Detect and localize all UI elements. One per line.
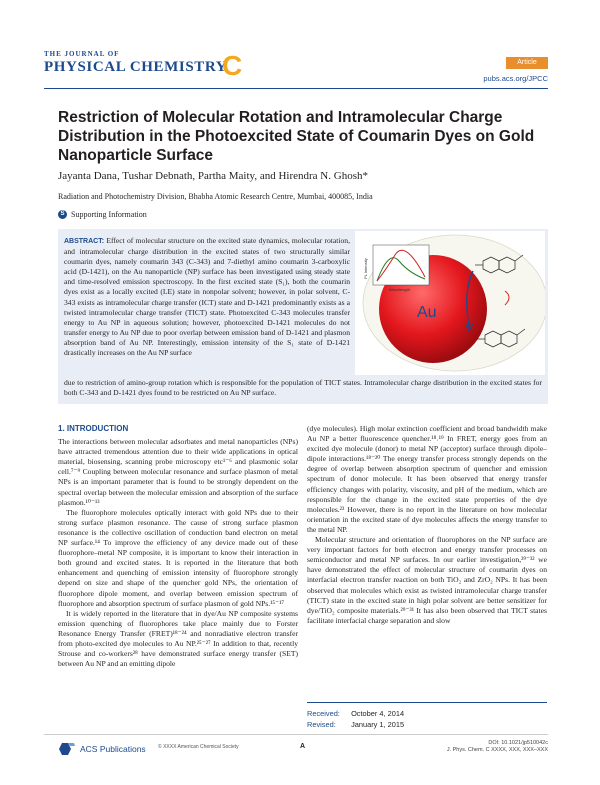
journal-logo <box>44 50 244 84</box>
intro-paragraph-3: It is widely reported in the literature that in dye/Au NP composite systems emission quenching of fluorophores take place mainly due to Forster Resonance Energy Transfer (FRET)¹⁸⁻²⁴ and nonradiative electron transfer from photo-excited dye molecules to Au NP.²⁵⁻²⁷ In addition to that, recently Strouse and co-workers²⁸ have demonstrated surface energy transfer (SET) between Au NP and an emitting dipole <box>58 608 298 669</box>
citation-line: J. Phys. Chem. C XXXX, XXX, XXX–XXX <box>446 747 548 753</box>
abstract-box <box>58 229 548 404</box>
abstract-label: ABSTRACT: <box>64 238 105 245</box>
received-label: Received: <box>307 709 340 718</box>
revised-row <box>307 719 547 730</box>
doi-link[interactable]: DOI: 10.1021/jp510042c <box>488 740 548 746</box>
abstract-tail: due to restriction of amino-group rotation which is responsible for the population of TICT states. Intramolecular charge distribution in the excited states for both C-343 and D-1421 dyes found to be restricted on Au NP surface. <box>64 378 542 398</box>
toc-graphic <box>355 231 545 375</box>
toc-graphic-svg <box>355 231 545 375</box>
revised-label: Revised: <box>307 720 336 729</box>
journal-name: PHYSICAL CHEMISTRY <box>44 59 228 75</box>
author-list: Jayanta Dana, Tushar Debnath, Partha Maity, and Hirendra N. Ghosh* <box>58 170 368 182</box>
supporting-info-label: Supporting Information <box>71 210 147 219</box>
publisher-name: ACS Publications <box>80 744 146 754</box>
supporting-information-link[interactable] <box>58 210 147 219</box>
copyright-notice: © XXXX American Chemical Society <box>158 744 239 750</box>
sphere-label: Au <box>417 304 437 321</box>
received-row <box>307 708 547 719</box>
doi-block <box>447 740 548 754</box>
intro-paragraph-5: Molecular structure and orientation of fluorophores on the NP surface are very important factors for both electron and energy transfer processes on semiconductor and metal NP surfaces. In our earlier investigation,²⁹⁻³² we have demonstrated the effect of molecular structure of coumarin dyes on interfacial electron transfer reaction on both TiO₂ and ZrO₂ NPs. It has been observed that molecules which exist as twisted intramolecular charge transfer (TICT) state in the excited state in high polar solvent are better sensitizer for dye/TiO₂ composite materials.²⁹⁻³¹ It has also been observed that TICT states facilitate interfacial charge separation and slow <box>307 535 547 625</box>
intro-paragraph-1: The interactions between molecular adsorbates and metal nanoparticles (NPs) have attracted tremendous attention due to their wide applications in optical material, biosensing, scanning probe microscopy etc¹⁻⁶ and plasmonic solar cell.⁷⁻⁹ Coupling between molecular resonance and surface plasmon of metal NPs is an important parameter that is found to be strongly dependent on the spectral overlap between the molecular emission and absorption of the surface plasmon.¹⁰⁻¹³ <box>58 437 298 507</box>
journal-url-link[interactable]: pubs.acs.org/JPCC <box>483 74 548 83</box>
body-left-column <box>58 424 298 669</box>
intro-paragraph-2: The fluorophore molecules optically interact with gold NPs due to their strong surface plasmon resonance. The cause of strong surface plasmon resonance is the collective oscillation of conduction band electron on metal NP surface.¹⁴ To improve the efficiency of any device made out of these fluorophore–metal NP composite, it is important to know their interaction in both ground and excited states. It is reported in the literature that both enhancement and quenching of emission intensity of fluorophore strongly depend on size and shape of the quencher gold NPs, the orientation of fluorophore dipole moment, and overlap between emission spectrum of fluorophore and absorption spectrum of surface plasmon of gold NPs.¹⁵⁻¹⁷ <box>58 507 298 608</box>
article-type-badge: Article <box>506 57 548 69</box>
acs-hexagon-icon <box>58 742 76 756</box>
header-divider <box>44 88 548 89</box>
page-number: A <box>300 743 306 750</box>
section-heading-introduction: 1. INTRODUCTION <box>58 424 129 433</box>
received-date: October 4, 2014 <box>351 709 405 718</box>
abstract-body: Effect of molecular structure on the excited state dynamics, molecular rotation, and intramolecular charge distribution in the excited states of two structurally similar coumarin dyes, namely coumarin 343 (C-343) and 7-diethyl amino coumarin 3-carboxylic acid (D-1421), on the Au nanoparticle (NP) surface has been investigated using steady state and time-resolved emission spectroscopy. In the first excited state (S₁), both the coumarin dyes exist as a locally excited (LE) state in nonpolar solvent; however, in polar solvent, C-343 exists as intramolecular charge transfer (ICT) state and D-1421 predominantly exists as a twisted intramolecular charge transfer (TICT) state. Photoexcited C-343 molecules transfer energy to Au NP in aqueous solution; however, photoexcited D-1421 molecules do not transfer energy to Au NP due to poor overlap between emission band of D-1421 and plasmon absorption band of Au NP. Interestingly, emission intensity of the S₁ state of D-1421 drastically increases on the Au NP surface <box>64 236 350 358</box>
abstract-text <box>64 236 350 358</box>
article-dates <box>307 702 547 730</box>
article-title: Restriction of Molecular Rotation and Intramolecular Charge Distribution in the Photoexcited State of Coumarin Dyes on Gold Nanoparticle Surface <box>58 109 535 164</box>
toc-x-axis-label: Wavelength <box>389 287 410 292</box>
revised-date: January 1, 2015 <box>351 720 405 729</box>
affiliation: Radiation and Photochemistry Division, Bhabha Atomic Research Centre, Mumbai, 400085, India <box>58 192 373 201</box>
supporting-info-icon: S <box>58 210 67 219</box>
body-right-column <box>307 424 547 626</box>
toc-y-axis-label: PL Intensity <box>363 258 368 279</box>
journal-letter: C <box>222 50 243 81</box>
acs-publications-logo[interactable] <box>58 742 146 756</box>
intro-paragraph-4: (dye molecules). High molar extinction coefficient and broad bandwidth make Au NP a better fluorescence quencher.¹⁸˒¹⁹ In FRET, energy goes from an excited dye molecule (donor) to metal NP (acceptor) surface through dipole–dipole interactions.¹⁸⁻²⁰ The energy transfer process strongly depends on the degree of overlap between absorption spectrum of quencher and emission spectrum of donor molecule. It has been observed that energy transfer efficiency changes with polarity, viscosity, and pH of the medium, which are responsible for the change in the excited state properties of the dye molecules.²³ However, there is no report in the literature on how molecular orientation in the excited state of dye molecules affects the energy transfer to the metal NP. <box>307 424 547 534</box>
spectrum-inset <box>373 245 429 285</box>
journal-the: THE JOURNAL OF <box>44 50 120 58</box>
footer-divider <box>44 734 548 735</box>
